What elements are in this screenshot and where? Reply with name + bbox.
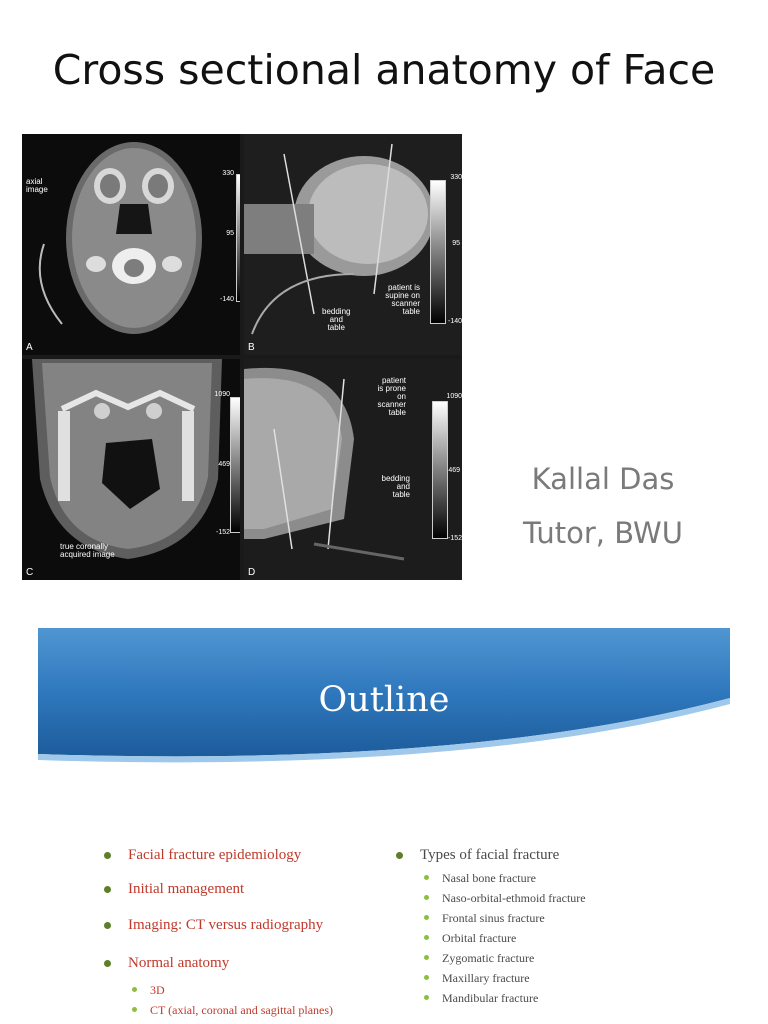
author-role: Tutor, BWU bbox=[523, 516, 683, 550]
ct-panel-c bbox=[22, 359, 240, 580]
scale-mid-b: 95 bbox=[452, 240, 460, 247]
scale-top-a: 330 bbox=[222, 170, 234, 177]
scale-bottom-d: -152 bbox=[447, 535, 462, 542]
bullet-icon bbox=[132, 987, 137, 992]
outline-item-label: Initial management bbox=[128, 881, 245, 897]
scale-top-b: 330 bbox=[450, 174, 462, 181]
outline-subitem-label: Orbital fracture bbox=[442, 931, 517, 945]
outline-item-label: Normal anatomy bbox=[128, 955, 230, 971]
list-item bbox=[104, 1000, 333, 1020]
list-item bbox=[396, 908, 586, 928]
outline-subitem-label: 3D bbox=[150, 983, 165, 997]
outline-subitem-label: Mandibular fracture bbox=[442, 991, 539, 1005]
ct-panel-a bbox=[22, 134, 240, 355]
annotation-bedding-table-b: bedding and table bbox=[322, 307, 351, 332]
outline-left-list bbox=[104, 846, 333, 1020]
panel-letter-c: C bbox=[26, 567, 34, 578]
scale-mid-a: 95 bbox=[226, 230, 234, 237]
outline-slide bbox=[38, 628, 730, 1024]
panel-letter-a: A bbox=[26, 342, 33, 353]
outline-item-label: Types of facial fracture bbox=[420, 847, 560, 863]
outline-subitem-label: Frontal sinus fracture bbox=[442, 911, 545, 925]
bullet-icon bbox=[424, 995, 429, 1000]
bullet-icon bbox=[424, 955, 429, 960]
slide-title: Outline bbox=[318, 680, 450, 720]
list-item bbox=[104, 880, 333, 916]
list-item bbox=[104, 980, 333, 1000]
bullet-icon bbox=[424, 915, 429, 920]
scale-bar-a bbox=[236, 174, 240, 302]
bullet-icon bbox=[104, 960, 111, 967]
outline-item-label: Imaging: CT versus radiography bbox=[128, 917, 324, 933]
list-item bbox=[396, 868, 586, 888]
page-title: Cross sectional anatomy of Face bbox=[52, 46, 716, 94]
annotation-bedding-table-d: bedding and table bbox=[381, 474, 410, 499]
bullet-icon bbox=[424, 935, 429, 940]
list-item bbox=[104, 846, 333, 880]
list-item bbox=[104, 916, 333, 954]
scale-mid-c: 469 bbox=[218, 461, 230, 468]
bullet-icon bbox=[104, 922, 111, 929]
scale-mid-d: 469 bbox=[448, 467, 460, 474]
ct-figure bbox=[22, 134, 462, 580]
scale-bottom-a: -140 bbox=[219, 296, 234, 303]
outline-subitem-label: CT (axial, coronal and sagittal planes) bbox=[150, 1003, 334, 1017]
list-item bbox=[396, 948, 586, 968]
bullet-icon bbox=[424, 875, 429, 880]
author-name: Kallal Das bbox=[531, 462, 675, 496]
ct-panel-d bbox=[244, 359, 462, 580]
list-item bbox=[396, 846, 586, 868]
axial-ct-image bbox=[22, 134, 240, 355]
annotation-patient-supine: patient is supine on scanner table bbox=[385, 283, 420, 316]
scale-bar-c bbox=[230, 397, 240, 533]
bullet-icon bbox=[132, 1007, 137, 1012]
annotation-axial-image: axial image bbox=[26, 177, 48, 194]
outline-subitem-label: Zygomatic fracture bbox=[442, 951, 535, 965]
bullet-icon bbox=[104, 886, 111, 893]
panel-letter-d: D bbox=[248, 567, 256, 578]
bullet-icon bbox=[104, 852, 111, 859]
outline-subitem-label: Naso-orbital-ethmoid fracture bbox=[442, 891, 586, 905]
bullet-icon bbox=[424, 975, 429, 980]
list-item bbox=[396, 968, 586, 988]
annotation-patient-prone: patient is prone on scanner table bbox=[377, 376, 406, 417]
panel-letter-b: B bbox=[248, 342, 255, 353]
annotation-true-coronal: true coronally acquired image bbox=[60, 542, 115, 559]
scale-bar-b bbox=[430, 180, 446, 324]
bullet-icon bbox=[424, 895, 429, 900]
list-item bbox=[396, 888, 586, 908]
outline-item-label: Facial fracture epidemiology bbox=[128, 847, 302, 863]
outline-right-list bbox=[396, 846, 586, 1008]
bullet-icon bbox=[396, 852, 403, 859]
outline-subitem-label: Nasal bone fracture bbox=[442, 871, 536, 885]
list-item bbox=[104, 954, 333, 980]
scale-top-d: 1090 bbox=[446, 393, 462, 400]
ct-panel-b bbox=[244, 134, 462, 355]
list-item bbox=[396, 988, 586, 1008]
scale-bottom-b: -140 bbox=[447, 318, 462, 325]
scale-bottom-c: -152 bbox=[215, 529, 230, 536]
outline-subitem-label: Maxillary fracture bbox=[442, 971, 530, 985]
list-item bbox=[396, 928, 586, 948]
scale-top-c: 1090 bbox=[214, 391, 230, 398]
